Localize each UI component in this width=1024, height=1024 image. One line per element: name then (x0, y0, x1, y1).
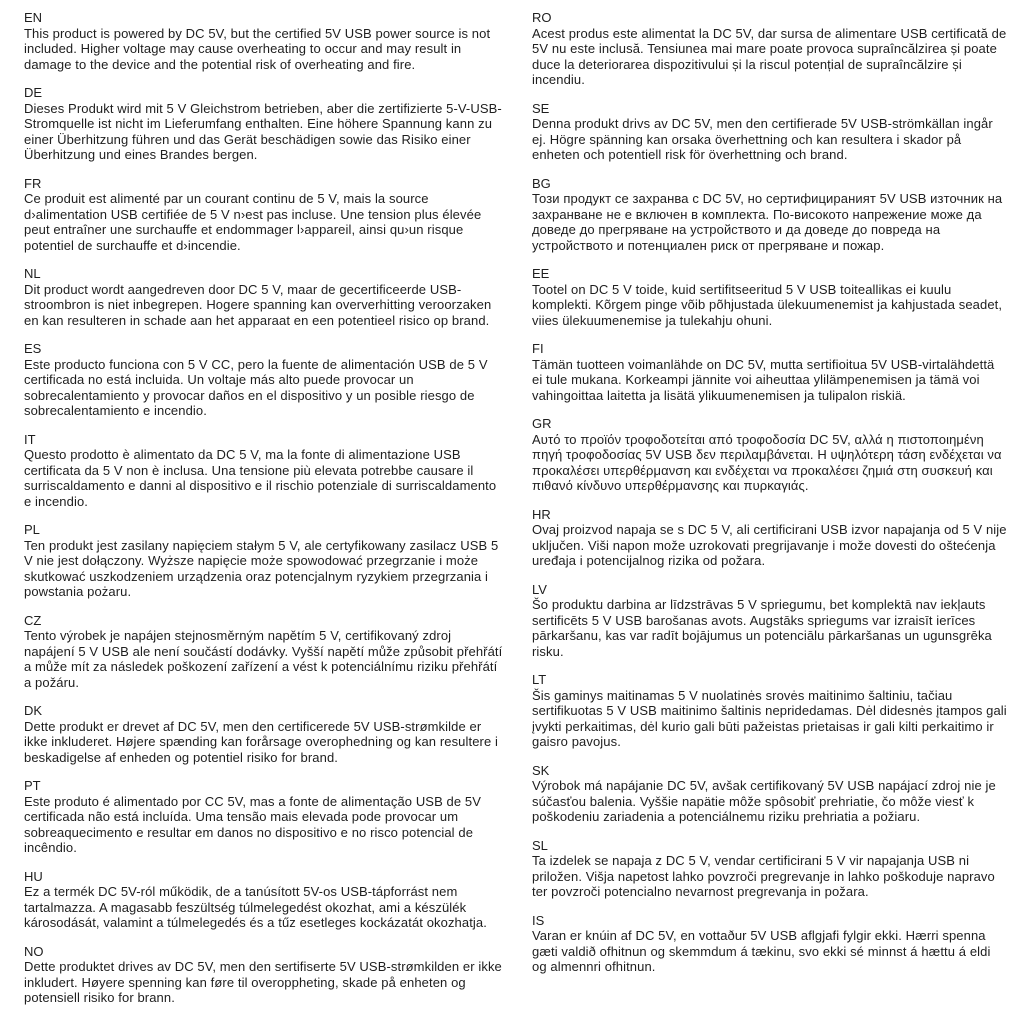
lang-block-hr (532, 507, 1008, 569)
lang-text: Šo produktu darbina ar līdzstrāvas 5 V spriegumu, bet komplektā nav iekļauts sertificēts 5 V USB barošanas avots. Augstāks spriegums var izraisīt ierīces pārkaršanu, kas var radīt bojājumus un potenciālu pārkaršanas un ugunsgrēka risku. (532, 597, 992, 659)
lang-code: DE (24, 85, 43, 100)
lang-block-es (24, 341, 504, 419)
lang-block-pl (24, 522, 504, 600)
lang-block-fi (532, 341, 1008, 403)
lang-text: Dette produkt er drevet af DC 5V, men den certificerede 5V USB-strømkilde er ikke inkluderet. Højere spænding kan forårsage overophedning og kan resultere i beskadigelse af enheden og potentiel risiko for brand. (24, 718, 499, 765)
lang-code: HU (24, 868, 43, 884)
lang-text: This product is powered by DC 5V, but the certified 5V USB power source is not included. Higher voltage may cause overheating to occur and may result in damage to the device and the potential risk of overheating and fire. (24, 25, 491, 72)
lang-text: Dieses Produkt wird mit 5 V Gleichstrom betrieben, aber die zertifizierte 5-V-USB-Stromquelle ist nicht im Lieferumfang enthalten. Eine höhere Spannung kann zu einer Überhitzung führen und das Gerät beschädigen sowie das Risiko einer Überhitzung und eines Brandes bergen. (24, 100, 502, 162)
lang-block-is (532, 913, 1008, 975)
lang-code: IT (24, 431, 36, 447)
lang-text: Tento výrobek je napájen stejnosměrným napětím 5 V, certifikovaný zdroj napájení 5 V USB ale není součástí dodávky. Vyšší napětí může způsobit přehřátí a může mít za následek poškození zařízení a vést k potenciálnímu riziku přehřátí a požáru. (24, 628, 503, 690)
lang-code: DK (24, 703, 43, 718)
lang-block-cz (24, 613, 504, 691)
lang-block-se (532, 101, 1008, 163)
lang-block-en (24, 10, 504, 72)
lang-block-fr (24, 176, 504, 254)
lang-block-ee (532, 266, 1008, 328)
lang-block-nl (24, 266, 504, 328)
lang-block-hu (24, 869, 504, 931)
lang-block-dk (24, 703, 504, 765)
lang-text: Questo prodotto è alimentato da DC 5 V, ma la fonte di alimentazione USB certificata da 5 V non è inclusa. Una tensione più elevata potrebbe causare il surriscaldamento e danni al dispositivo e il rischio potenziale di surriscaldamento e incendio. (24, 447, 497, 509)
lang-code: LT (532, 672, 547, 687)
lang-text: Šis gaminys maitinamas 5 V nuolatinės srovės maitinimo šaltiniu, tačiau sertifikuotas 5 V USB maitinimo šaltinis nepridedamas. Dėl didesnės įtampos gali įvykti perkaitimas, dėl kurio gali būti pažeistas prietaisas ir gali kilti perkaitimo ir gaisro pavojus. (532, 687, 1007, 749)
lang-code: SK (532, 762, 550, 778)
lang-block-gr (532, 416, 1008, 494)
lang-text: Ce produit est alimenté par un courant continu de 5 V, mais la source d›alimentation USB certifiée de 5 V n›est pas incluse. Une tension plus élevée peut entraîner une surchauffe et endommager l›appareil, ainsi qu›un risque potentiel de surchauffe et d›incendie. (24, 191, 482, 253)
lang-block-no (24, 944, 504, 1006)
lang-code: NO (24, 943, 44, 959)
lang-code: ES (24, 341, 42, 356)
lang-code: PT (24, 778, 41, 793)
lang-code: FI (532, 341, 544, 356)
lang-block-it (24, 432, 504, 510)
lang-code: BG (532, 175, 551, 191)
lang-code: FR (24, 175, 42, 191)
lang-text: Ten produkt jest zasilany napięciem stałym 5 V, ale certyfikowany zasilacz USB 5 V nie jest dołączony. Wyższe napięcie może spowodować przegrzanie i może skutkować uszkodzeniem urządzenia oraz potencjalnym ryzykiem przegrzania i powstania pożaru. (24, 537, 499, 599)
lang-text: Ez a termék DC 5V-ról működik, de a tanúsított 5V-os USB-tápforrást nem tartalmazza. A magasabb feszültség túlmelegedést okozhat, ami a készülék károsodását, valamint a túlmelegedés és a tűz esetleges kockázatát okozhatja. (24, 884, 487, 930)
left-column (24, 10, 504, 1019)
lang-code: SL (532, 837, 548, 853)
lang-text: Denna produkt drivs av DC 5V, men den certifierade 5V USB-strömkällan ingår ej. Högre spänning kan orsaka överhettning och kan resultera i skador på enheten och potentiell risk för överhettning och brand. (532, 116, 993, 162)
lang-text: Tootel on DC 5 V toide, kuid sertifitseeritud 5 V USB toiteallikas ei kuulu komplekti. Kõrgem pinge võib põhjustada ülekuumenemist ja kahjustada seadet, viies ülekuumenemise ja tulekahju ohuni. (532, 281, 1003, 328)
lang-block-bg (532, 176, 1008, 254)
lang-text: Αυτό το προϊόν τροφοδοτείται από τροφοδοσία DC 5V, αλλά η πιστοποιημένη πηγή τροφοδοσίας 5V USB δεν περιλαμβάνεται. Η υψηλότερη τάση ενδέχεται να προκαλέσει υπερθέρμανση και ενδέχεται να προκαλέσει ζημιά στη συσκευή και πιθανό κίνδυνο υπερθέρμανσης και πυρκαγιάς. (532, 431, 1002, 493)
right-column (532, 10, 1008, 1019)
lang-text: Този продукт се захранва с DC 5V, но сертифицираният 5V USB източник на захранване не е включен в комплекта. По-високото напрежение може да доведе до прегряване на устройството и да доведе до повреда на устройството и потенциален риск от прегряване и пожар. (532, 191, 1003, 253)
lang-code: RO (532, 10, 552, 25)
lang-text: Acest produs este alimentat la DC 5V, dar sursa de alimentare USB certificată de 5V nu este inclusă. Tensiunea mai mare poate provoca supraîncălzirea și poate duce la deteriorarea dispozitivului și la riscul potențial de supraîncălzire și incendiu. (532, 25, 1007, 87)
lang-code: SE (532, 100, 550, 116)
lang-code: EN (24, 10, 43, 25)
lang-block-sk (532, 763, 1008, 825)
lang-block-lv (532, 582, 1008, 660)
lang-text: Dette produktet drives av DC 5V, men den sertifiserte 5V USB-strømkilden er ikke inkludert. Høyere spenning kan føre til overoppheting, skade på enheten og potensiell risiko for brann. (24, 959, 502, 1005)
lang-block-de (24, 85, 504, 163)
lang-text: Este producto funciona con 5 V CC, pero la fuente de alimentación USB de 5 V certificada no está incluida. Un voltaje más alto puede provocar un sobrecalentamiento y provocar daños en el dispositivo y un posible riesgo de sobrecalentamiento e incendio. (24, 356, 488, 418)
lang-text: Ta izdelek se napaja z DC 5 V, vendar certificirani 5 V vir napajanja USB ni priložen. Višja napetost lahko povzroči pregrevanje in lahko poškoduje napravo ter povzroči potencialno nevarnost pregrevanja in požara. (532, 853, 995, 899)
lang-text: Výrobok má napájanie DC 5V, avšak certifikovaný 5V USB napájací zdroj nie je súčasťou balenia. Vyššie napätie môže spôsobiť prehriatie, čo môže viesť k poškodeniu zariadenia a potenciálnemu riziku prehriatia a požiaru. (532, 778, 996, 824)
lang-text: Dit product wordt aangedreven door DC 5 V, maar de gecertificeerde USB-stroombron is niet inbegrepen. Hogere spanning kan oververhitting veroorzaken en kan resulteren in schade aan het apparaat en een potentieel risico op brand. (24, 281, 492, 328)
lang-code: CZ (24, 612, 42, 628)
lang-text: Este produto é alimentado por CC 5V, mas a fonte de alimentação USB de 5V certificada não está incluída. Uma tensão mais elevada pode provocar um sobreaquecimento e resultar em danos no dispositivo e no risco potencial de incêndio. (24, 793, 482, 855)
lang-code: LV (532, 581, 547, 597)
lang-code: EE (532, 266, 550, 281)
lang-code: NL (24, 266, 41, 281)
lang-block-sl (532, 838, 1008, 900)
lang-code: HR (532, 506, 551, 522)
lang-block-lt (532, 672, 1008, 750)
lang-code: PL (24, 522, 40, 537)
lang-text: Ovaj proizvod napaja se s DC 5 V, ali certificirani USB izvor napajanja od 5 V nije uključen. Viši napon može uzrokovati pregrijavanje i može dovesti do oštećenja uređaja i potencijalnog rizika od požara. (532, 522, 1007, 568)
lang-code: IS (532, 912, 545, 928)
lang-text: Varan er knúin af DC 5V, en vottaður 5V USB aflgjafi fylgir ekki. Hærri spenna gæti valdið ofhitnun og skemmdum á tækinu, svo ekki sé minnst á hættu á eldi og almennri ofhitnun. (532, 928, 991, 974)
lang-text: Tämän tuotteen voimanlähde on DC 5V, mutta sertifioitua 5V USB-virtalähdettä ei tule mukana. Korkeampi jännite voi aiheuttaa ylilämpenemisen ja tämä voi vahingoittaa laitetta ja lisätä ylikuumenemisen ja tulipalon riskiä. (532, 356, 995, 403)
lang-block-pt (24, 778, 504, 856)
lang-block-ro (532, 10, 1008, 88)
lang-code: GR (532, 416, 552, 431)
